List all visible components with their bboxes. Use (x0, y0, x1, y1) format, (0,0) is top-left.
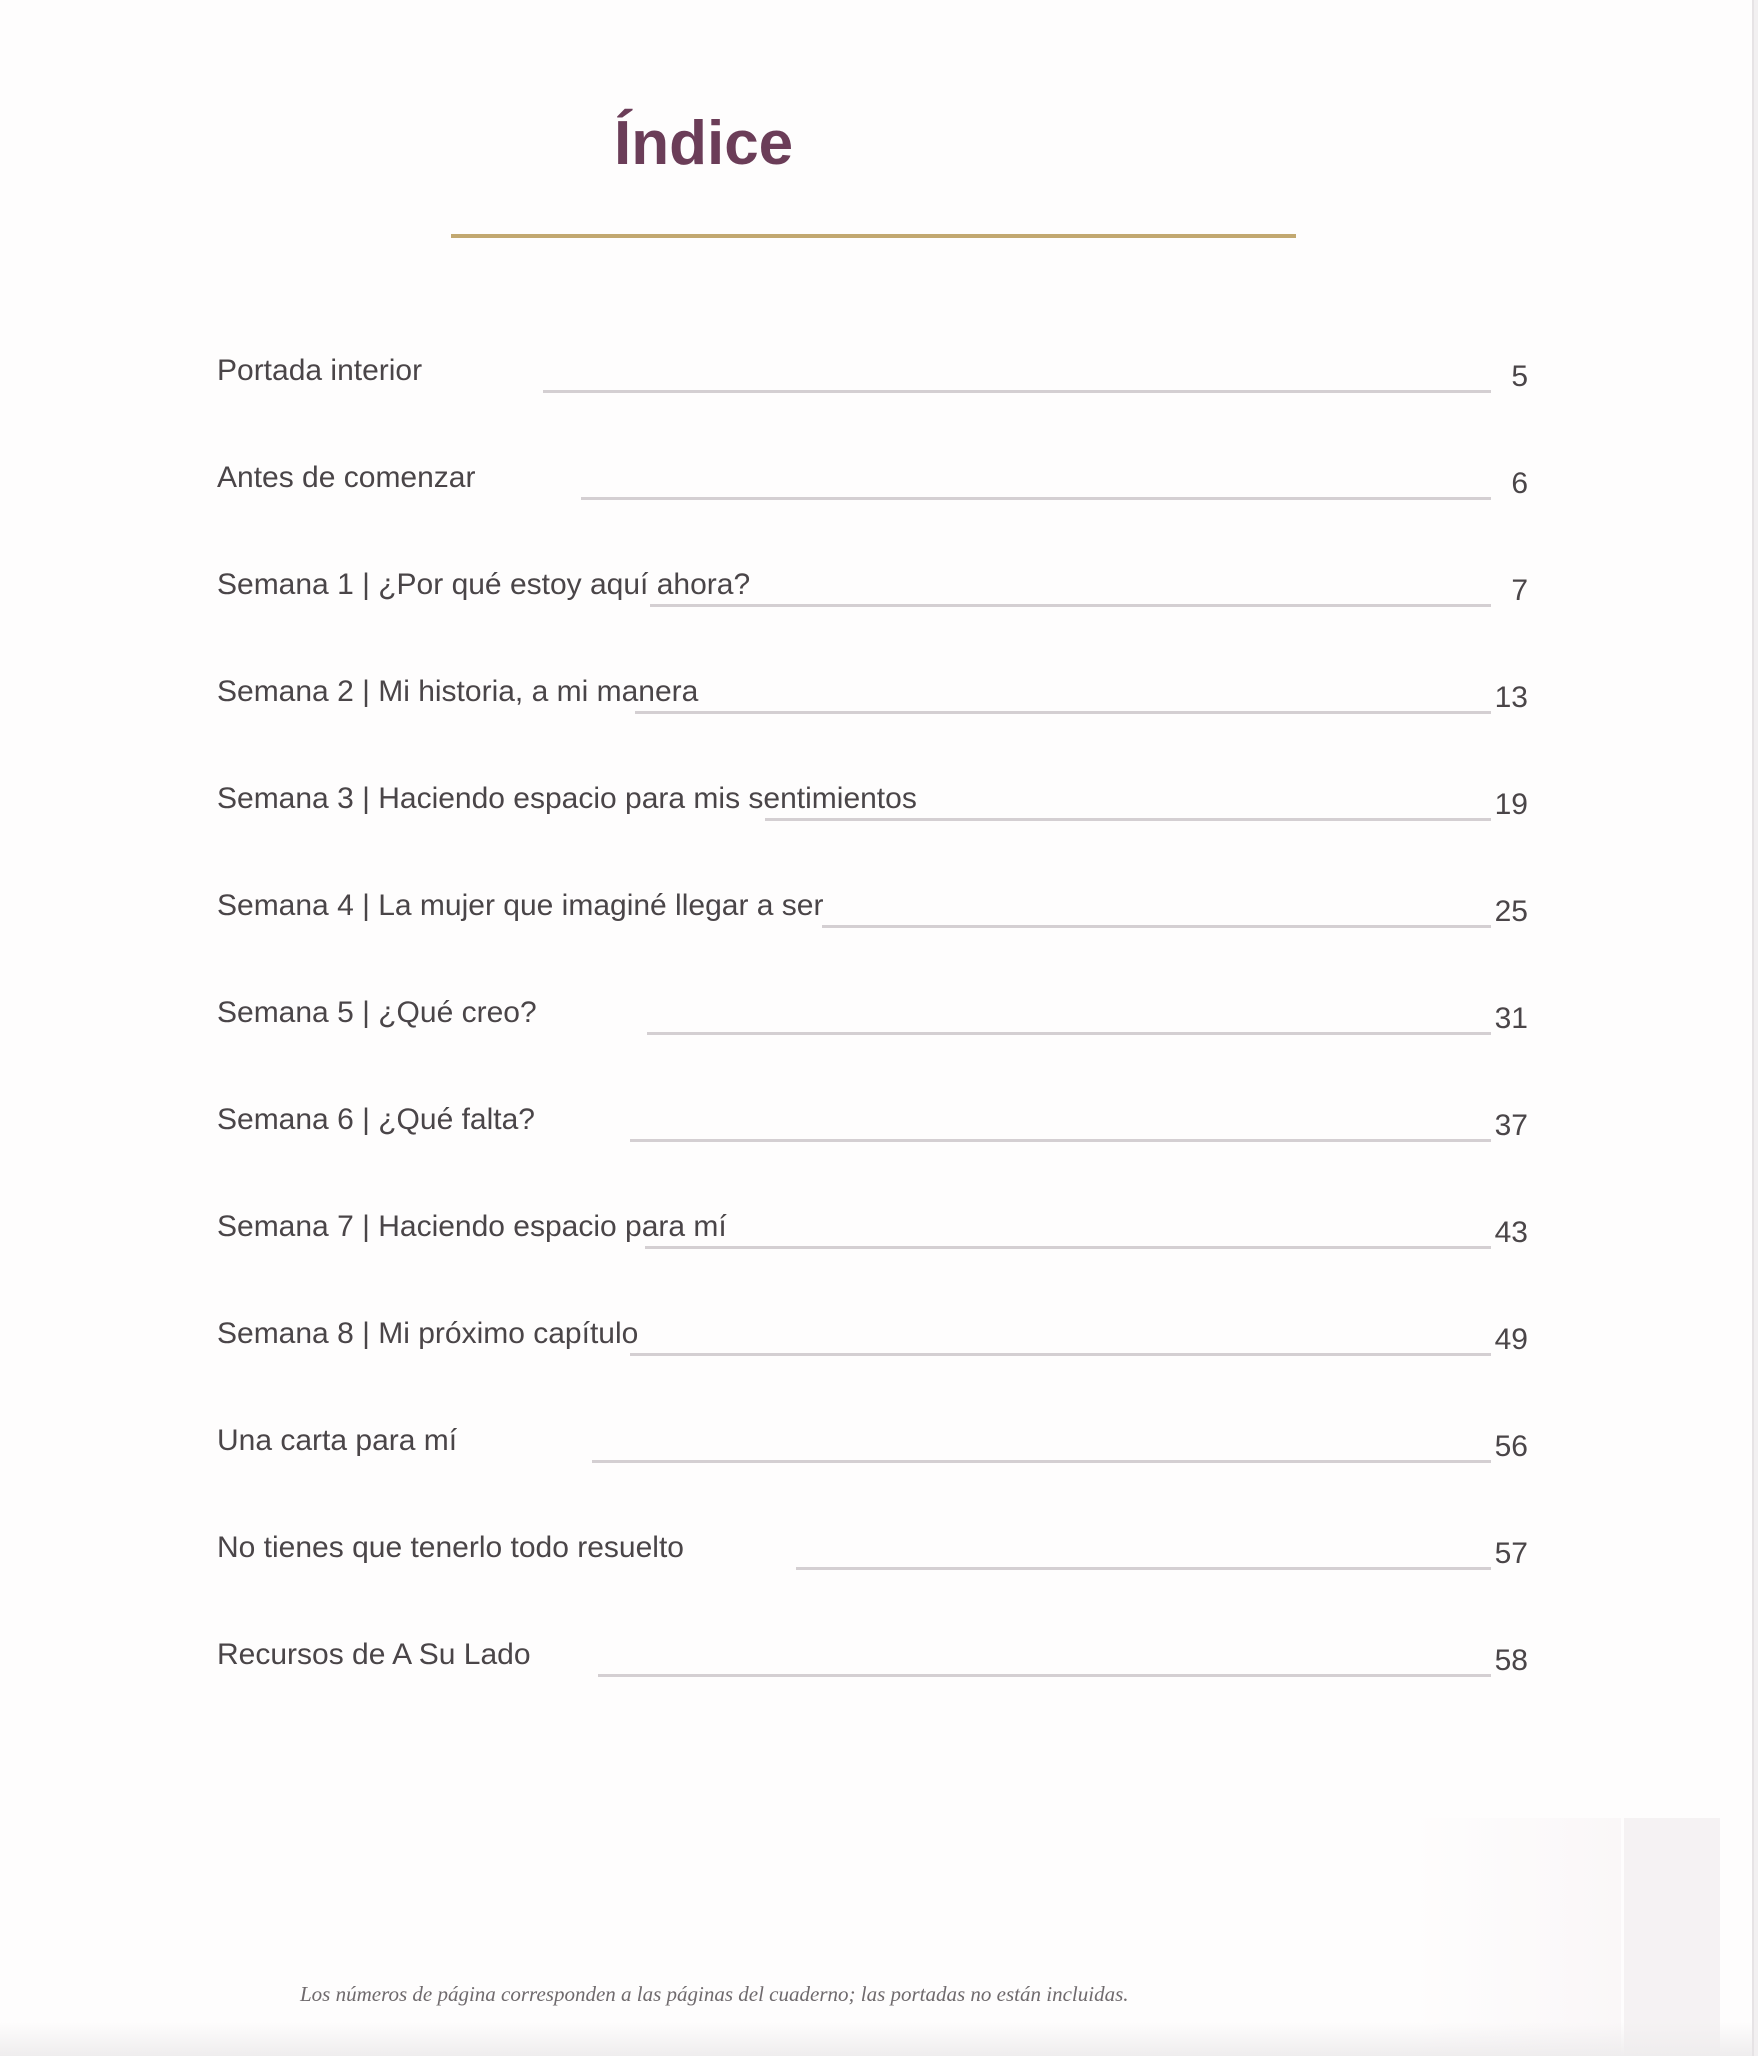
page-bottom-shadow (0, 2022, 1752, 2056)
toc-leader-line (822, 925, 1491, 928)
toc-entry-label: No tienes que tenerlo todo resuelto (217, 1531, 684, 1564)
toc-leader-line (630, 1353, 1491, 1356)
toc-entry[interactable] (217, 566, 1528, 626)
toc-entry[interactable] (217, 887, 1528, 947)
toc-entry[interactable] (217, 1422, 1528, 1482)
toc-entry[interactable] (217, 994, 1528, 1054)
toc-page-number: 19 (1494, 788, 1528, 821)
toc-leader-line (765, 818, 1491, 821)
toc-leader-line (796, 1567, 1491, 1570)
toc-entry-label: Semana 6 | ¿Qué falta? (217, 1103, 535, 1136)
toc-entry[interactable] (217, 1101, 1528, 1161)
toc-page-number: 49 (1494, 1323, 1528, 1356)
toc-entry-label: Semana 2 | Mi historia, a mi manera (217, 675, 699, 708)
toc-entry-label: Semana 7 | Haciendo espacio para mí (217, 1210, 727, 1243)
page-title: Índice (614, 109, 794, 178)
toc-entry[interactable] (217, 352, 1528, 412)
toc-page-number: 56 (1494, 1430, 1528, 1463)
toc-entry-label: Semana 3 | Haciendo espacio para mis sentimientos (217, 782, 917, 815)
toc-leader-line (592, 1460, 1491, 1463)
toc-leader-line (581, 497, 1491, 500)
toc-page-number: 7 (1511, 574, 1528, 607)
faded-corner-overlay (1411, 1818, 1621, 2056)
toc-entry-label: Semana 4 | La mujer que imaginé llegar a ser (217, 889, 824, 922)
toc-page-number: 31 (1494, 1002, 1528, 1035)
toc-leader-line (598, 1674, 1491, 1677)
toc-leader-line (650, 604, 1491, 607)
faded-edge-strip (1624, 1818, 1720, 2056)
toc-page-number: 5 (1511, 360, 1528, 393)
toc-page-number: 37 (1494, 1109, 1528, 1142)
toc-entry-label: Recursos de A Su Lado (217, 1638, 531, 1671)
toc-leader-line (645, 1246, 1491, 1249)
toc-entry[interactable] (217, 780, 1528, 840)
toc-entry-label: Portada interior (217, 354, 423, 387)
toc-leader-line (630, 1139, 1491, 1142)
toc-leader-line (543, 390, 1491, 393)
toc-leader-line (635, 711, 1491, 714)
toc-entry-label: Semana 8 | Mi próximo capítulo (217, 1317, 639, 1350)
toc-entry-label: Semana 5 | ¿Qué creo? (217, 996, 537, 1029)
toc-entry[interactable] (217, 1636, 1528, 1696)
toc-leader-line (647, 1032, 1491, 1035)
toc-entry[interactable] (217, 459, 1528, 519)
toc-entry[interactable] (217, 1529, 1528, 1589)
toc-page-number: 43 (1494, 1216, 1528, 1249)
toc-entry[interactable] (217, 1208, 1528, 1268)
toc-page-number: 58 (1494, 1644, 1528, 1677)
toc-entry[interactable] (217, 1315, 1528, 1375)
toc-page-number: 13 (1494, 681, 1528, 714)
footnote: Los números de página corresponden a las páginas del cuaderno; las portadas no están incluidas. (300, 1982, 1129, 2006)
toc-entry[interactable] (217, 673, 1528, 733)
toc-page-number: 6 (1511, 467, 1528, 500)
toc-page-number: 25 (1494, 895, 1528, 928)
toc-entry-label: Semana 1 | ¿Por qué estoy aquí ahora? (217, 568, 751, 601)
toc-entry-label: Antes de comenzar (217, 461, 476, 494)
toc-page-number: 57 (1494, 1537, 1528, 1570)
toc-entry-label: Una carta para mí (217, 1424, 458, 1457)
